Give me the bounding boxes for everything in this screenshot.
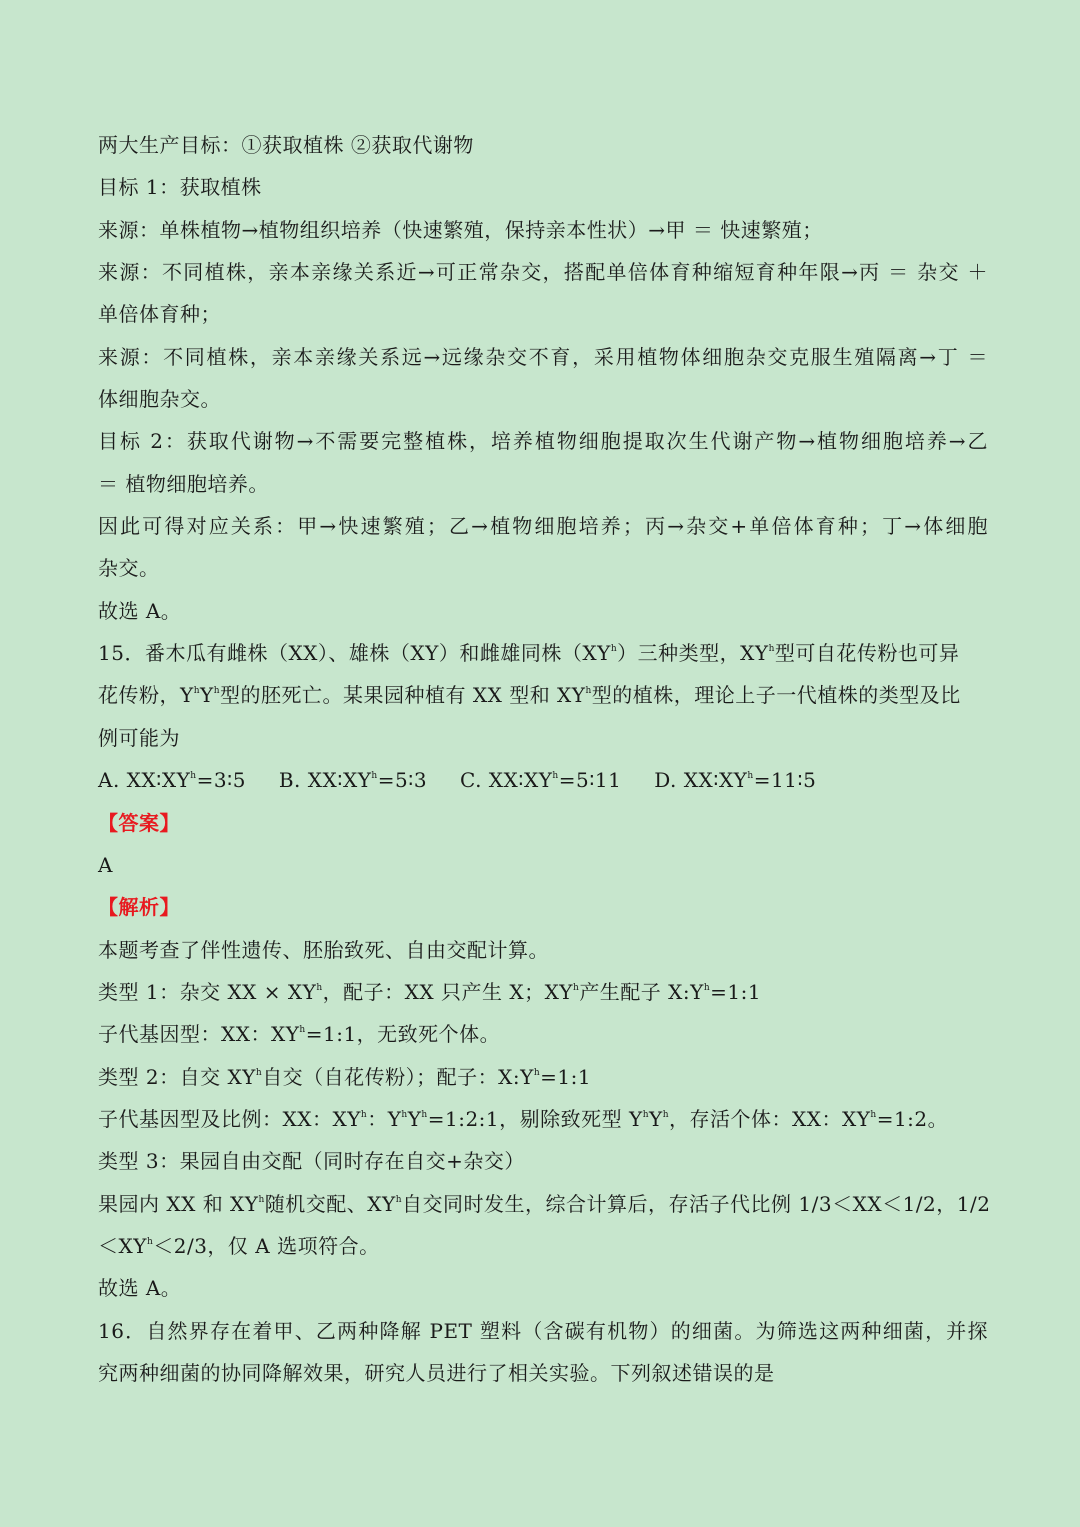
text-line: 因此可得对应关系：甲→快速繁殖；乙→植物细胞培养；丙→杂交+单倍体育种；丁→体细胞 <box>98 514 988 539</box>
option-b: B. $XX∶XY^h=5∶3$ <box>278 768 428 793</box>
text-line: 来源：不同植株，亲本亲缘关系近→可正常杂交，搭配单倍体育种缩短育种年限→丙 ＝ 杂交 ＋ <box>98 260 988 285</box>
question-15-line-3: 例可能为 <box>98 725 180 750</box>
analysis-line: 果园内 XX 和 $XY^h$随机交配、$XY^h$自交同时发生，综合计算后，存活子代比例 1/3＜XX＜1/2，1/2 <box>98 1191 991 1216</box>
option-d: D. $XX∶XY^h=11∶5$ <box>654 768 817 793</box>
analysis-line: 类型 3：果园自由交配（同时存在自交+杂交） <box>98 1149 525 1174</box>
text-line: 来源：不同植株，亲本亲缘关系远→远缘杂交不育，采用植物体细胞杂交克服生殖隔离→丁 ＝ <box>98 344 988 369</box>
text-line: 两大生产目标：①获取植株 ②获取代谢物 <box>98 133 474 157</box>
text-line: 故选 A。 <box>98 598 182 623</box>
answer-value: A <box>98 852 113 877</box>
document-body <box>98 124 991 1394</box>
analysis-label: 【解析】 <box>98 895 180 920</box>
text-line: 杂交。 <box>98 556 160 581</box>
answer-label: 【答案】 <box>98 810 180 835</box>
analysis-line: $<XY^h<2/3$，仅 A 选项符合。 <box>98 1233 380 1258</box>
question-15-line-1: 15．番木瓜有雌株（XX）、雄株（XY）和雌雄同株$(XY^h)$三种类型，$XY^h$型可自花传粉也可异 <box>98 641 960 666</box>
analysis-line: 类型 2：自交 $XY^h$自交（自花传粉）；配子：$X:Y^h=1:1$ <box>98 1064 592 1089</box>
text-line: 单倍体育种； <box>98 302 221 327</box>
text-line: 来源：单株植物→植物组织培养（快速繁殖，保持亲本性状）→甲 ＝ 快速繁殖； <box>98 217 823 242</box>
analysis-line: 子代基因型及比例：XX：$XY^h$：$Y^hY^h=1:2:1$，剔除致死型 $Y^hY^h$，存活个体：XX：$XY^h=1:2$。 <box>98 1106 949 1131</box>
question-15-line-2: 花传粉，$Y^hY^h$型的胚死亡。某果园种植有 XX 型和 $XY^h$型的植株，理论上子一代植株的类型及比 <box>98 683 961 708</box>
analysis-line: 子代基因型：XX：$XY^h=1:1$，无致死个体。 <box>98 1022 501 1047</box>
option-a: A. $XX∶XY^h=3∶5$ <box>98 768 246 793</box>
question-16-line-1: 16．自然界存在着甲、乙两种降解 PET 塑料（含碳有机物）的细菌。为筛选这两种细菌，并探 <box>98 1318 988 1343</box>
question-16-line-2: 究两种细菌的协同降解效果，研究人员进行了相关实验。下列叙述错误的是 <box>98 1360 775 1385</box>
question-15-options <box>98 759 988 801</box>
text-line: 体细胞杂交。 <box>98 387 221 412</box>
option-c: C. $XX∶XY^h=5∶11$ <box>459 768 622 793</box>
text-line: 目标 1：获取植株 <box>98 175 262 200</box>
text-line: ＝ 植物细胞培养。 <box>98 471 269 496</box>
text-line: 目标 2：获取代谢物→不需要完整植株，培养植物细胞提取次生代谢产物→植物细胞培养→乙 <box>98 429 988 454</box>
analysis-line: 本题考查了伴性遗传、胚胎致死、自由交配计算。 <box>98 937 549 962</box>
analysis-line: 类型 1：杂交 XX × $XY^h$，配子：XX 只产生 X；$XY^h$产生配子 $X:Y^h=1:1$ <box>98 979 762 1004</box>
analysis-line: 故选 A。 <box>98 1276 182 1301</box>
